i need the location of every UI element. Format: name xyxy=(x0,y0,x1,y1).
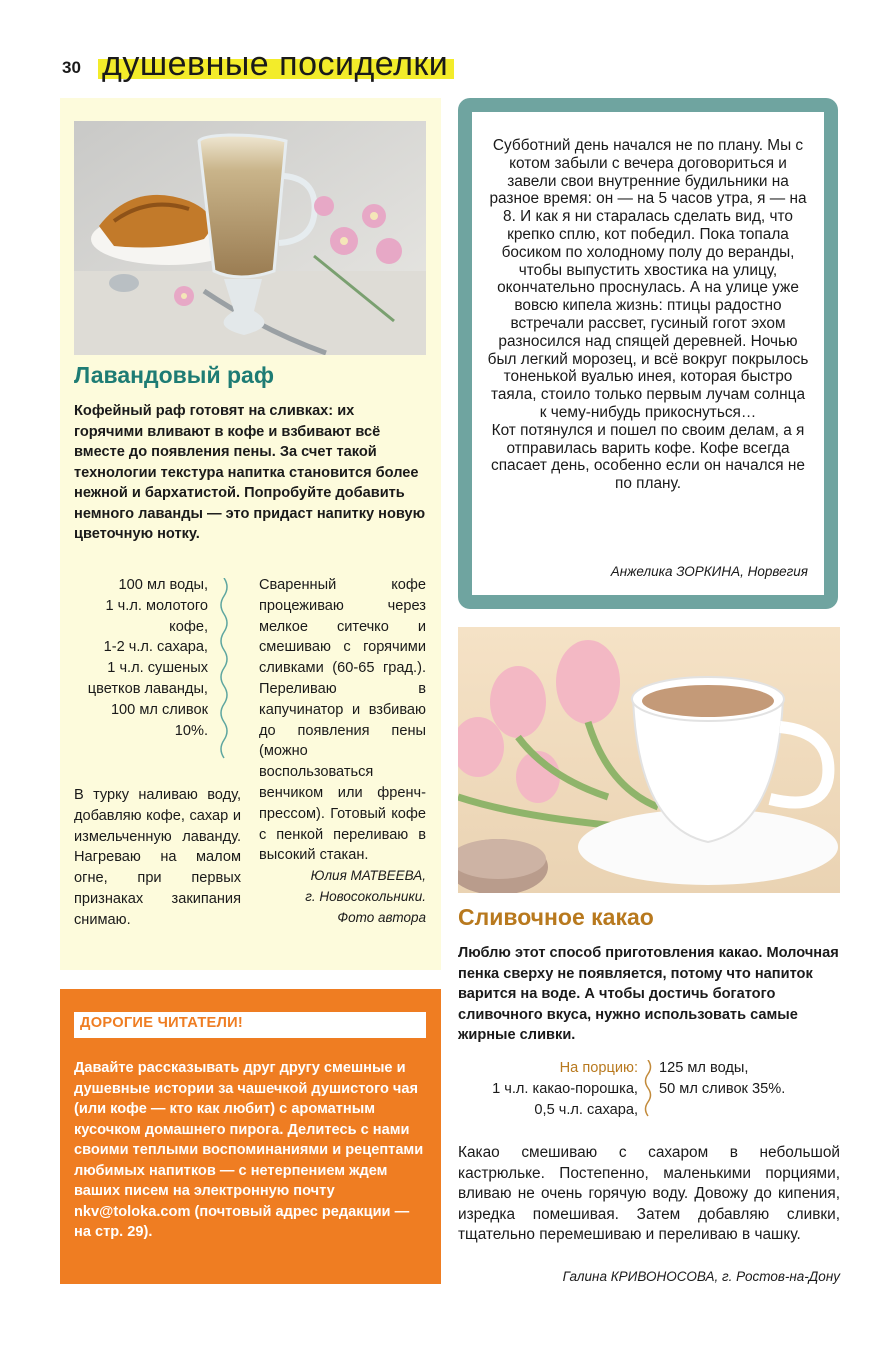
ingredient-item: 100 мл сливок 10%. xyxy=(110,701,208,739)
creamy-cocoa-method: Какао смешиваю с сахаром в небольшой кастрюльке. Постепенно, маленькими порциями, вливаю не очень горячую воду. Довожу до кипения, изредка помешивая. Затем добавляю сливки, тщательно перемешиваю и переливаю в чашку. xyxy=(458,1144,840,1244)
method-text: Сваренный кофе процеживаю через мелкое ситечко и смешиваю с горячими сливками (60-65 град.). Переливаю в капучинатор и взбиваю до появления пены (можно воспользоваться венчиком или френч-прессом). Готовый кофе с пенкой переливаю в высокий стакан. xyxy=(259,577,426,864)
section-title: душевные посиделки xyxy=(98,44,454,84)
story-paragraph: Кот потянулся и пошел по своим делам, а я отправилась варить кофе. Кофе всегда спасает день, особенно если он начался не по плану. xyxy=(491,421,805,493)
creamy-cocoa-ingredients-left xyxy=(458,1058,638,1121)
lavender-raf-title: Лавандовый раф xyxy=(74,362,274,388)
readers-box-text: Давайте рассказывать друг другу смешные и душевные истории за чашечкой душистого чая (или кофе — кто как любит) с ароматным кусочком домашнего пирога. Делитесь с нами своими теплыми воспоминаниями и рецептами любимых напитков — с нетерпением ждем ваших писем на электронную почту nkv@toloka.com (почтовый адрес редакции — на стр. 29). xyxy=(74,1060,424,1240)
creamy-cocoa-lead: Люблю этот способ приготовления какао. Молочная пенка сверху не появляется, потому что напиток варится на воде. А чтобы достичь богатого сливочного вкуса, нужно использовать самые жирные сливки. xyxy=(458,945,839,1043)
story-paragraph: Субботний день начался не по плану. Мы с котом забыли с вечера договориться и завели свои внутренние будильники на разное время: он — на 5 часов утра, я — на 8. И как я ни старалась сделать вид, что крепко сплю, кот победил. Пока топала босиком по холодному полу до веранды, чтобы выпустить хвостика на улицу, окончательно проснулась. А на улице уже вовсю кипела жизнь: птицы радостно встречали рассвет, гусиный гогот эхом разносился над спящей деревней. Ночью был легкий морозец, и всё вокруг покрылось тоненькой вуалью инея, которая быстро таяла, стоило только первым лучам солнца к чему-нибудь прикоснуться… xyxy=(487,137,809,421)
page-number: 30 xyxy=(62,58,81,77)
creamy-cocoa-photo xyxy=(458,627,840,893)
ingredient-item: 125 мл воды, xyxy=(659,1060,749,1076)
creamy-cocoa-title: Сливочное какао xyxy=(458,904,654,930)
wavy-divider-icon xyxy=(216,578,232,768)
author-city: г. Новосокольники. xyxy=(305,888,426,904)
ingredient-item: 100 мл воды, xyxy=(118,577,208,593)
ingredient-item: 50 мл сливок 35%. xyxy=(659,1081,786,1097)
lavender-raf-lead: Кофейный раф готовят на сливках: их горячими вливают в кофе и взбивают всё вместе до появления пены. За счет такой технологии текстура напитка становится более нежной и бархатистой. Попробуйте добавить немного лаванды — это придаст напитку новую цветочную нотку. xyxy=(74,403,426,542)
creamy-cocoa-author: Галина КРИВОНОСОВА, г. Ростов-на-Дону xyxy=(562,1269,840,1284)
ingredient-item: 1-2 ч.л. сахара, xyxy=(103,639,208,656)
ingredient-item: 1 ч.л. сушеных цветков лаванды, xyxy=(87,660,208,697)
lavender-raf-method-left: В турку наливаю воду, добавляю кофе, сахар и измельченную лаванду. Нагреваю на малом огне, при первых признаках закипания снимаю. xyxy=(74,787,241,928)
portion-label: На порцию: xyxy=(559,1060,638,1076)
ingredient-item: 1 ч.л. молотого кофе, xyxy=(105,597,208,635)
ingredient-item: 1 ч.л. какао-порошка, xyxy=(492,1081,638,1097)
story-author: Анжелика ЗОРКИНА, Норвегия xyxy=(610,564,808,579)
ingredient-item: 0,5 ч.л. сахара, xyxy=(534,1102,638,1118)
creamy-cocoa-ingredients-right xyxy=(659,1058,829,1100)
lavender-raf-method-right xyxy=(259,575,426,929)
lavender-raf-photo xyxy=(74,121,426,355)
lavender-raf-ingredients xyxy=(74,575,208,741)
story-text xyxy=(486,137,810,493)
photo-credit: Фото автора xyxy=(337,909,426,925)
readers-box-heading: ДОРОГИЕ ЧИТАТЕЛИ! xyxy=(74,1012,426,1038)
author-name: Юлия МАТВЕЕВА, xyxy=(310,868,426,884)
wavy-divider-icon xyxy=(641,1060,655,1118)
